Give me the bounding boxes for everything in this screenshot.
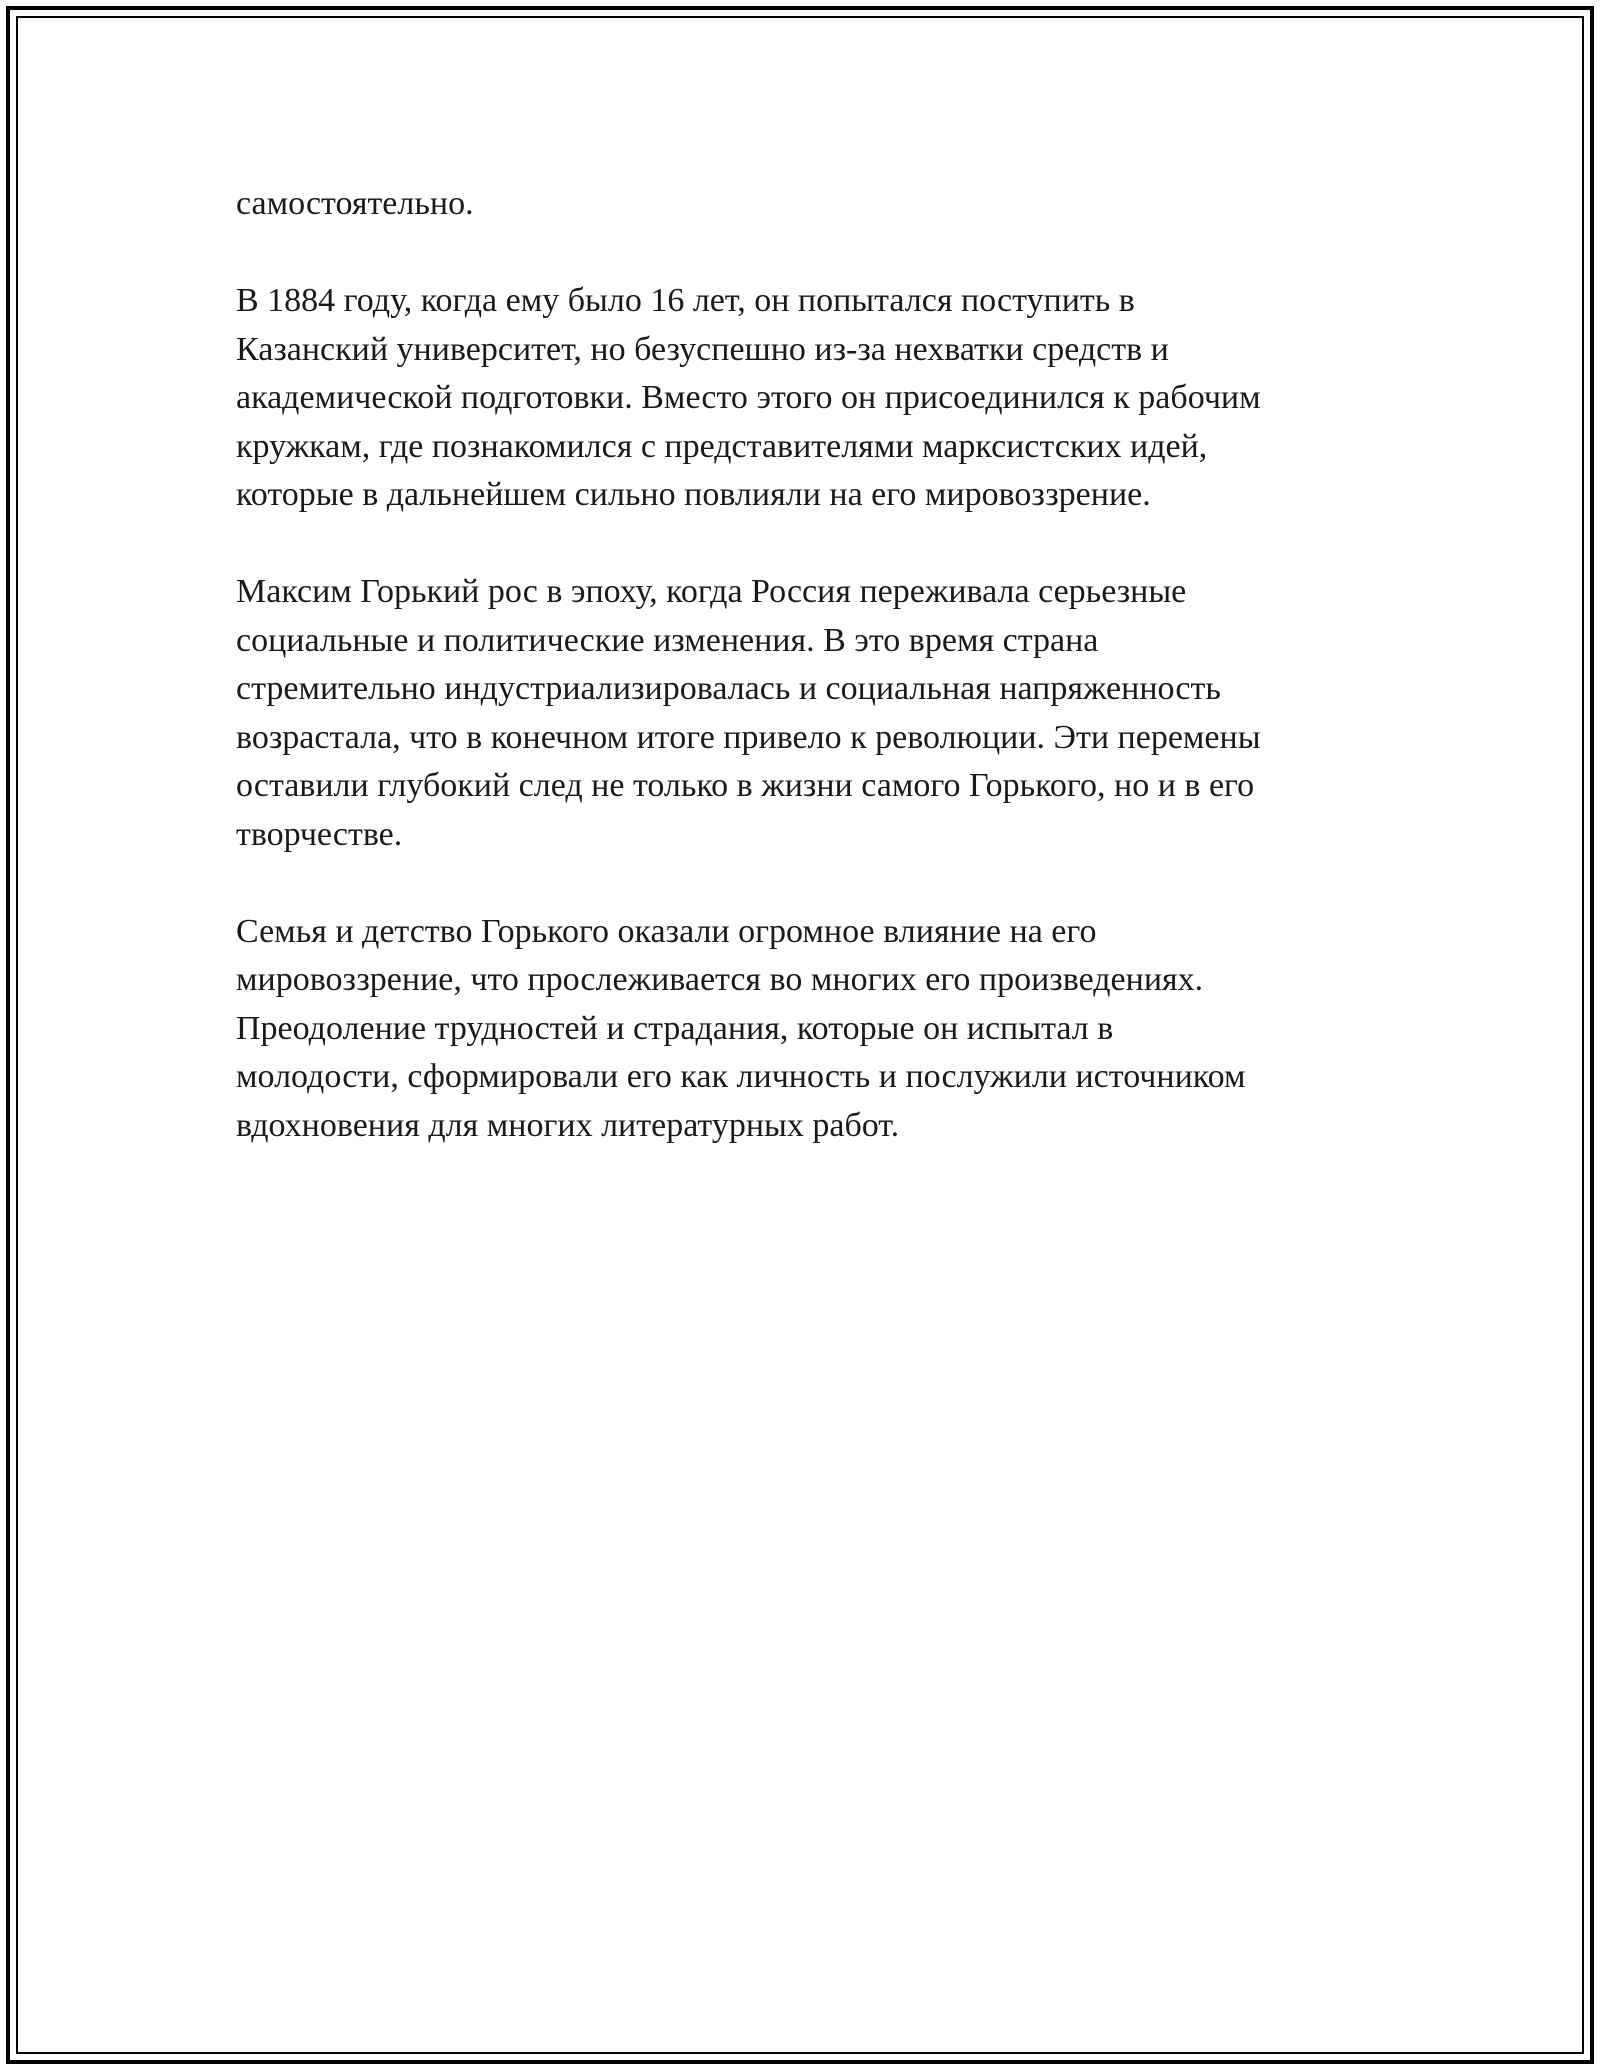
paragraph-historical-context: Максим Горький рос в эпоху, когда Россия переживала серьезные социальные и политические изменения. В это время страна стремительно индустриализировалась и социальная напряженность возрастала, что в конечном итоге привело к революции. Эти перемены оставили глубокий след не только в жизни самого Горького, но и в его творчестве. — [236, 573, 1261, 853]
document-body — [236, 180, 1366, 1199]
paragraph-family-influence: Семья и детство Горького оказали огромное влияние на его мировоззрение, что прослеживается во многих его произведениях. Преодоление трудностей и страдания, которые он испытал в молодости, сформировали его как личность и послужили источником вдохновения для многих литературных работ. — [236, 912, 1246, 1144]
paragraph-university: В 1884 году, когда ему было 16 лет, он попытался поступить в Казанский университет, но безуспешно из-за нехватки средств и академической подготовки. Вместо этого он присоединился к рабочим кружкам, где познакомился с представителями марксистских идей, которые в дальнейшем сильно повлияли на его мировоззрение. — [236, 282, 1261, 513]
paragraph-continuation: самостоятельно. — [236, 185, 474, 222]
